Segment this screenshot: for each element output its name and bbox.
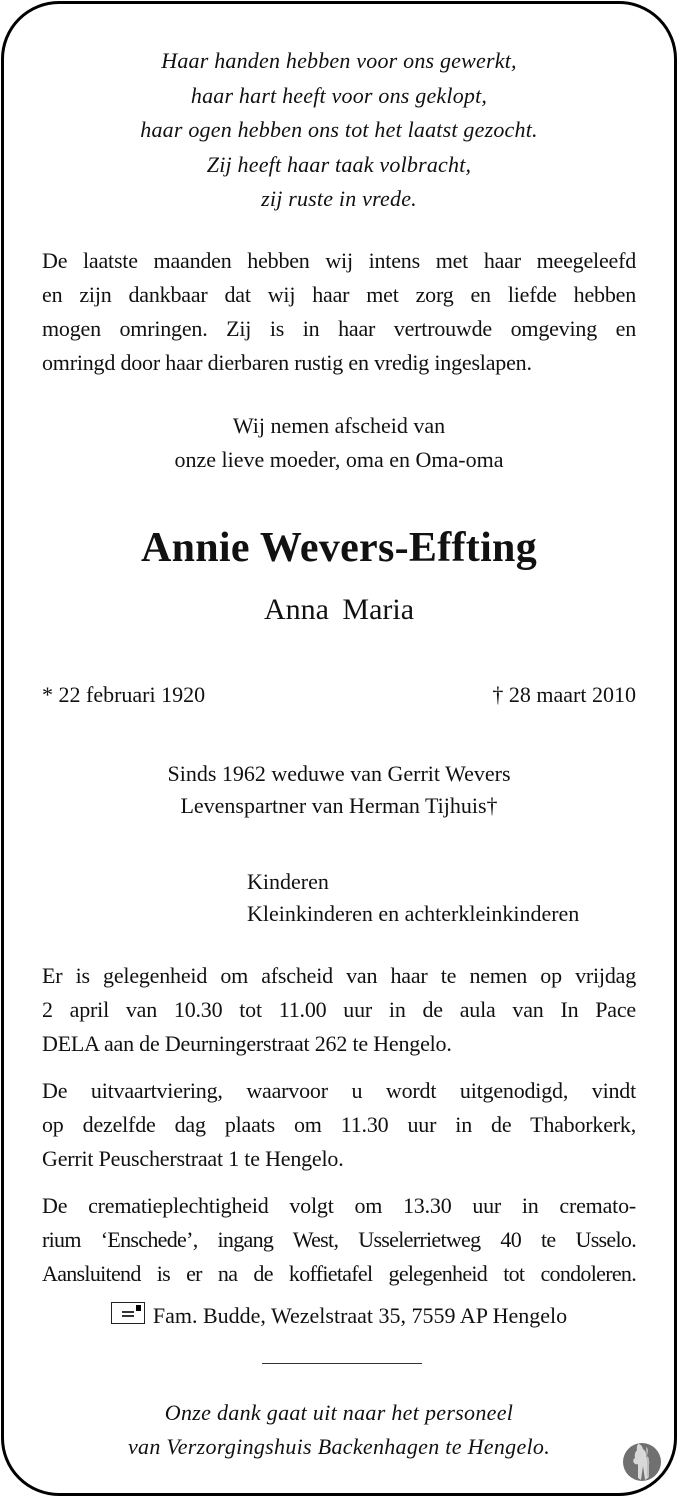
paragraph-line: De crematieplechtigheid volgt om 13.30 uur in cremato- [42, 1193, 636, 1218]
paragraph-line: Er is gelegenheid om afscheid van haar te nemen op vrijdag [42, 963, 636, 988]
service-paragraph [42, 1074, 636, 1176]
deceased-given-names: Anna Maria [263, 593, 415, 626]
viewing-paragraph [42, 959, 636, 1061]
intro-line: De laatste maanden hebben wij intens met haar meegeleefd [42, 248, 636, 273]
intro-line: mogen omringen. Zij is in haar vertrouwde omgeving en [42, 316, 636, 341]
paragraph-line: DELA aan de Deurningerstraat 262 te Hengelo. [42, 1031, 452, 1056]
family-line: Kinderen [247, 869, 329, 894]
obituary-card [1, 1, 677, 1496]
farewell-line: onze lieve moeder, oma en Oma-oma [174, 447, 504, 472]
envelope-icon [111, 1302, 145, 1324]
poem-line: haar hart heeft voor ons geklopt, [190, 82, 488, 108]
intro-line: en zijn dankbaar dat wij haar met zorg en liefde hebben [42, 282, 636, 307]
poem-line: Haar handen hebben voor ons gewerkt, [161, 48, 517, 73]
thanks-text [4, 1396, 674, 1464]
thanks-line: van Verzorgingshuis Backenhagen te Hengelo. [127, 1434, 551, 1459]
memorial-figure-icon [619, 1437, 665, 1483]
paragraph-line: rium ‘Enschede’, ingang West, Usselerrietweg 40 te Usselo. [42, 1227, 636, 1252]
intro-line: omringd door haar dierbaren rustig en vredig ingeslapen. [42, 350, 532, 375]
relation-line: Sinds 1962 weduwe van Gerrit Wevers [167, 761, 511, 786]
paragraph-line: Gerrit Peuscherstraat 1 te Hengelo. [42, 1146, 344, 1171]
paragraph-line: op dezelfde dag plaats om 11.30 uur in de Thaborkerk, [42, 1112, 636, 1137]
separator-line [262, 1363, 422, 1364]
paragraph-line: De uitvaartviering, waarvoor u wordt uitgenodigd, vindt [42, 1078, 636, 1103]
intro-paragraph [42, 244, 636, 380]
poem-line: zij ruste in vrede. [261, 186, 417, 211]
paragraph-line: 2 april van 10.30 tot 11.00 uur in de aula van In Pace [42, 997, 636, 1022]
death-date: † 28 maart 2010 [492, 682, 636, 707]
cremation-paragraph [42, 1189, 636, 1291]
relations-text [4, 758, 674, 822]
thanks-line: Onze dank gaat uit naar het personeel [164, 1400, 514, 1425]
paragraph-line: Aansluitend is er na de koffietafel gelegenheid tot condoleren. [42, 1261, 636, 1286]
poem-line: Zij heeft haar taak volbracht, [206, 151, 472, 177]
farewell-text [4, 409, 674, 477]
birth-date: * 22 februari 1920 [42, 682, 206, 707]
poem [4, 44, 674, 217]
family-line: Kleinkinderen en achterkleinkinderen [247, 901, 580, 926]
deceased-name: Annie Wevers-Effting [140, 525, 538, 571]
family-list [247, 866, 579, 930]
life-dates [42, 680, 636, 710]
contact-address [4, 1300, 674, 1332]
address-text: Fam. Budde, Wezelstraat 35, 7559 AP Hengelo [152, 1303, 568, 1328]
relation-line: Levenspartner van Herman Tijhuis† [180, 793, 498, 818]
poem-line: haar ogen hebben ons tot het laatst gezocht. [140, 117, 538, 142]
farewell-line: Wij nemen afscheid van [232, 413, 446, 438]
